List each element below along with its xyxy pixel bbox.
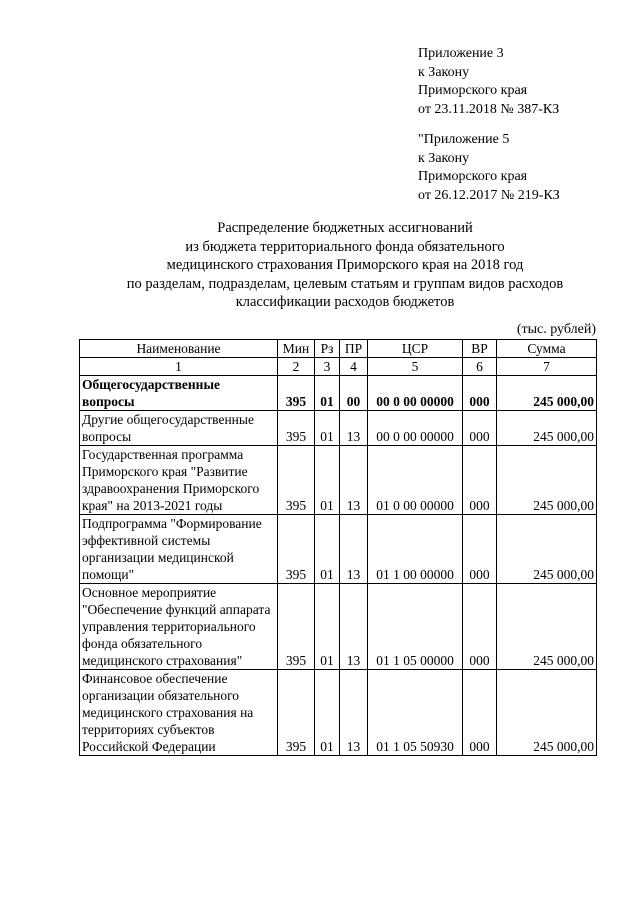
row-vr: 000 xyxy=(463,411,497,446)
appendix-line: к Закону xyxy=(418,150,470,166)
header-sum: Сумма xyxy=(497,340,597,358)
row-pr: 13 xyxy=(340,584,368,670)
row-sum: 245 000,00 xyxy=(497,376,597,411)
row-min: 395 xyxy=(278,411,315,446)
row-min: 395 xyxy=(278,584,315,670)
column-number: 2 xyxy=(278,358,315,376)
appendix-current-reference xyxy=(418,45,559,119)
header-pr: ПР xyxy=(340,340,368,358)
row-sum: 245 000,00 xyxy=(497,584,597,670)
column-number: 3 xyxy=(315,358,340,376)
row-sum: 245 000,00 xyxy=(497,515,597,584)
row-name: Другие общегосударственные вопросы xyxy=(80,411,278,446)
row-csr: 00 0 00 00000 xyxy=(368,411,463,446)
title-line: по разделам, подразделам, целевым статьям и группам видов расходов xyxy=(126,275,564,292)
row-rz: 01 xyxy=(315,584,340,670)
header-csr: ЦСР xyxy=(368,340,463,358)
row-sum: 245 000,00 xyxy=(497,446,597,515)
table-row xyxy=(80,376,597,411)
appendix-line: "Приложение 5 xyxy=(418,132,510,147)
row-vr: 000 xyxy=(463,376,497,411)
row-rz: 01 xyxy=(315,670,340,756)
row-csr: 01 0 00 00000 xyxy=(368,446,463,515)
header-min: Мин xyxy=(278,340,315,358)
column-number: 7 xyxy=(497,358,597,376)
table-row xyxy=(80,584,597,670)
row-vr: 000 xyxy=(463,446,497,515)
row-pr: 00 xyxy=(340,376,368,411)
row-name: Основное мероприятие "Обеспечение функций аппарата управления территориального фонда обязательного медицинского страхования" xyxy=(80,584,278,670)
column-number: 6 xyxy=(463,358,497,376)
row-csr: 01 1 00 00000 xyxy=(368,515,463,584)
row-rz: 01 xyxy=(315,411,340,446)
row-sum: 245 000,00 xyxy=(497,411,597,446)
document-title xyxy=(90,219,600,312)
row-min: 395 xyxy=(278,670,315,756)
row-name: Общегосударственные вопросы xyxy=(80,376,278,411)
title-line: медицинского страхования Приморского края на 2018 год xyxy=(166,257,524,273)
header-vr: ВР xyxy=(463,340,497,358)
appendix-line: Приморского края xyxy=(418,83,528,98)
row-rz: 01 xyxy=(315,376,340,411)
header-name: Наименование xyxy=(80,340,278,358)
appendix-line: от 23.11.2018 № 387-КЗ xyxy=(418,101,560,117)
table-row xyxy=(80,670,597,756)
table-row xyxy=(80,411,597,446)
table-header-row xyxy=(80,340,597,358)
table-row xyxy=(80,515,597,584)
header-rz: Рз xyxy=(315,340,340,358)
title-line: Распределение бюджетных ассигнований xyxy=(217,220,473,236)
table-row xyxy=(80,446,597,515)
appendix-amended-reference xyxy=(418,131,560,205)
appendix-line: Приморского края xyxy=(418,169,528,184)
row-pr: 13 xyxy=(340,670,368,756)
row-min: 395 xyxy=(278,376,315,411)
row-csr: 01 1 05 50930 xyxy=(368,670,463,756)
row-name: Подпрограмма "Формирование эффективной системы организации медицинской помощи" xyxy=(80,515,278,584)
row-vr: 000 xyxy=(463,515,497,584)
row-min: 395 xyxy=(278,446,315,515)
title-line: из бюджета территориального фонда обязательного xyxy=(185,238,505,255)
units-label: (тыс. рублей) xyxy=(516,322,596,337)
row-csr: 01 1 05 00000 xyxy=(368,584,463,670)
row-name: Финансовое обеспечение организации обязательного медицинского страхования на территориях субъектов Российской Федерации xyxy=(80,670,278,756)
row-pr: 13 xyxy=(340,446,368,515)
appendix-line: к Закону xyxy=(418,64,470,80)
row-rz: 01 xyxy=(315,446,340,515)
row-sum: 245 000,00 xyxy=(497,670,597,756)
row-pr: 13 xyxy=(340,411,368,446)
column-number: 4 xyxy=(340,358,368,376)
appendix-line: от 26.12.2017 № 219-КЗ xyxy=(418,187,560,203)
row-name: Государственная программа Приморского края "Развитие здравоохранения Приморского края" на 2013-2021 годы xyxy=(80,446,278,515)
title-line: классификации расходов бюджетов xyxy=(235,294,455,310)
row-min: 395 xyxy=(278,515,315,584)
appendix-line: Приложение 3 xyxy=(418,46,504,61)
row-rz: 01 xyxy=(315,515,340,584)
row-pr: 13 xyxy=(340,515,368,584)
column-number: 5 xyxy=(368,358,463,376)
row-csr: 00 0 00 00000 xyxy=(368,376,463,411)
column-number-row xyxy=(80,358,597,376)
row-vr: 000 xyxy=(463,670,497,756)
budget-table xyxy=(79,339,597,756)
column-number: 1 xyxy=(80,358,278,376)
row-vr: 000 xyxy=(463,584,497,670)
